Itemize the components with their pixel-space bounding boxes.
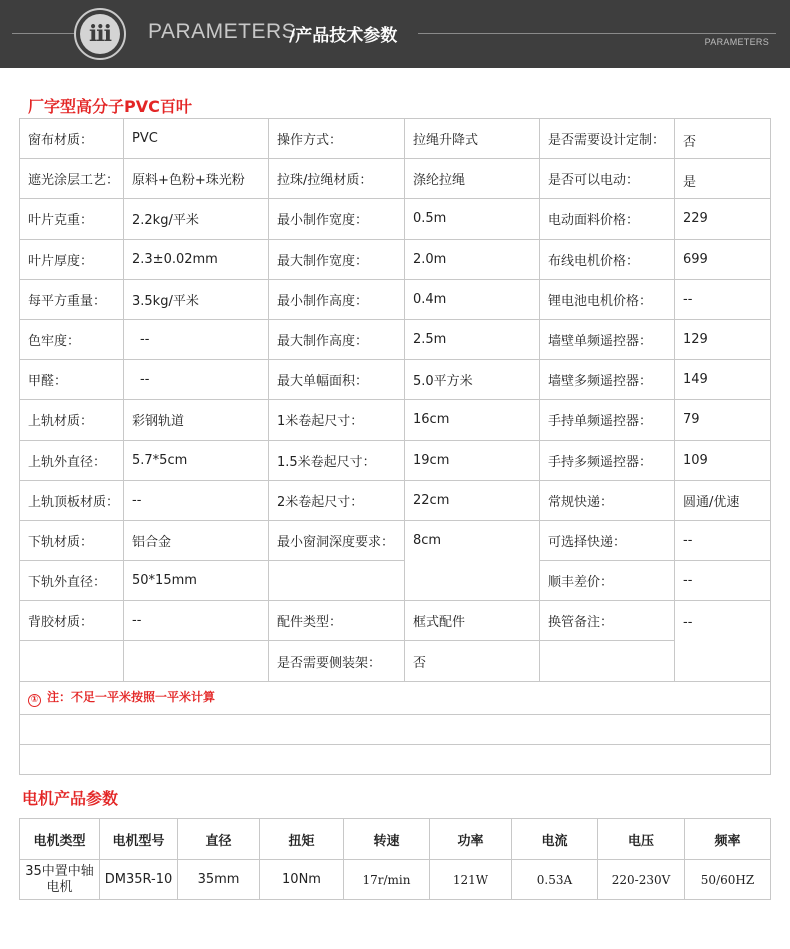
motor-section-title: 电机产品参数: [22, 789, 119, 808]
param-value: 699: [675, 239, 771, 279]
motor-header: 功率: [430, 819, 512, 860]
table-row: [20, 319, 771, 359]
table-row: [20, 601, 771, 641]
motor-header: 转速: [344, 819, 430, 860]
param-label: 遮光涂层工艺：: [20, 159, 124, 199]
param-label: 色牢度：: [20, 319, 124, 359]
blank-row: [20, 714, 771, 744]
param-label: 最大单幅面积：: [269, 360, 405, 400]
param-value: 框式配件: [405, 601, 540, 641]
param-label: 叶片克重：: [20, 199, 124, 239]
param-label: 甲醛：: [20, 360, 124, 400]
param-label: 最大制作高度：: [269, 319, 405, 359]
banner-rule-left: [12, 33, 74, 34]
param-value: 否: [405, 641, 540, 681]
empty-cell: [269, 561, 405, 601]
param-value: 50*15mm: [124, 561, 269, 601]
motor-header: 电机型号: [100, 819, 178, 860]
table-row: [20, 239, 771, 279]
param-value: 铝合金: [124, 520, 269, 560]
param-value: --: [124, 601, 269, 641]
param-label: 最小制作宽度：: [269, 199, 405, 239]
param-value: 5.7*5cm: [124, 440, 269, 480]
param-label: 布线电机价格：: [540, 239, 675, 279]
motor-header: 频率: [685, 819, 771, 860]
blank-row: [20, 744, 771, 774]
table-row: [20, 520, 771, 560]
param-label: 1.5米卷起尺寸：: [269, 440, 405, 480]
param-label: 墙壁多频遥控器：: [540, 360, 675, 400]
param-value: 229: [675, 199, 771, 239]
param-value: 3.5kg/平米: [124, 279, 269, 319]
motor-header: 直径: [178, 819, 260, 860]
param-value: 8cm: [405, 520, 540, 600]
motor-cell: 0.53A: [512, 860, 598, 900]
param-value: 拉绳升降式: [405, 119, 540, 159]
param-label: 换管备注：: [540, 601, 675, 641]
param-value: 5.0平方米: [405, 360, 540, 400]
product-title: 厂字型高分子PVC百叶: [28, 97, 192, 116]
banner-title-en: PARAMETERS: [148, 20, 297, 43]
note-text: 注：不足一平米按照一平米计算: [47, 690, 216, 705]
param-value: 129: [675, 319, 771, 359]
param-value: 是: [675, 159, 771, 199]
table-row: [20, 159, 771, 199]
table-row: [20, 641, 771, 681]
param-label: 可选择快递：: [540, 520, 675, 560]
note-circle-icon: ①: [28, 694, 41, 707]
param-label: 顺丰差价：: [540, 561, 675, 601]
note-cell: [20, 681, 771, 714]
param-label: 叶片厚度：: [20, 239, 124, 279]
param-label: 是否可以电动：: [540, 159, 675, 199]
motor-header: 电流: [512, 819, 598, 860]
param-label: 窗布材质：: [20, 119, 124, 159]
motor-header: 扭矩: [260, 819, 344, 860]
note-row: [20, 681, 771, 714]
param-value: 0.5m: [405, 199, 540, 239]
empty-cell: [540, 641, 675, 681]
param-label: 上轨外直径：: [20, 440, 124, 480]
param-label: 上轨顶板材质：: [20, 480, 124, 520]
param-label: 手持单频遥控器：: [540, 400, 675, 440]
param-label: 是否需要侧装架：: [269, 641, 405, 681]
param-label: 下轨材质：: [20, 520, 124, 560]
banner-badge-text: iii: [80, 14, 120, 54]
empty-cell: [20, 641, 124, 681]
param-value: 22cm: [405, 480, 540, 520]
empty-cell: [124, 641, 269, 681]
empty-cell: [20, 744, 771, 774]
param-value: --: [675, 520, 771, 560]
motor-header: 电压: [598, 819, 685, 860]
motor-cell: 50/60HZ: [685, 860, 771, 900]
param-value: 原料+色粉+珠光粉: [124, 159, 269, 199]
table-row: [20, 480, 771, 520]
param-value: --: [124, 319, 269, 359]
param-label: 最大制作宽度：: [269, 239, 405, 279]
param-label: 上轨材质：: [20, 400, 124, 440]
param-label: 拉珠/拉绳材质：: [269, 159, 405, 199]
param-label: 锂电池电机价格：: [540, 279, 675, 319]
param-value: 79: [675, 400, 771, 440]
param-label: 墙壁单频遥控器：: [540, 319, 675, 359]
table-row: [20, 440, 771, 480]
banner-tag: PARAMETERS: [704, 37, 769, 47]
param-value: PVC: [124, 119, 269, 159]
empty-cell: [20, 714, 771, 744]
motor-cell: 17r/min: [344, 860, 430, 900]
motor-header: 电机类型: [20, 819, 100, 860]
param-label: 下轨外直径：: [20, 561, 124, 601]
motor-data-row: [20, 860, 771, 900]
motor-cell: 220-230V: [598, 860, 685, 900]
param-value: 圆通/优速: [675, 480, 771, 520]
motor-header-row: [20, 819, 771, 860]
param-value: 19cm: [405, 440, 540, 480]
param-value: 2.0m: [405, 239, 540, 279]
param-label: 2米卷起尺寸：: [269, 480, 405, 520]
param-label: 1米卷起尺寸：: [269, 400, 405, 440]
motor-table: [19, 818, 771, 900]
table-row: [20, 119, 771, 159]
param-value: --: [675, 601, 771, 681]
motor-cell: 35中置中轴电机: [20, 860, 100, 900]
banner-rule-right: [418, 33, 776, 34]
param-label: 配件类型：: [269, 601, 405, 641]
header-banner: [0, 0, 790, 68]
motor-cell: DM35R-10: [100, 860, 178, 900]
param-label: 操作方式：: [269, 119, 405, 159]
param-value: 彩钢轨道: [124, 400, 269, 440]
param-value: --: [124, 480, 269, 520]
table-row: [20, 561, 771, 601]
param-value: 2.5m: [405, 319, 540, 359]
banner-title-cn: /产品技术参数: [289, 26, 398, 46]
table-row: [20, 360, 771, 400]
motor-cell: 35mm: [178, 860, 260, 900]
table-row: [20, 400, 771, 440]
param-value: 0.4m: [405, 279, 540, 319]
param-value: 16cm: [405, 400, 540, 440]
param-label: 电动面料价格：: [540, 199, 675, 239]
param-label: 每平方重量：: [20, 279, 124, 319]
param-value: 109: [675, 440, 771, 480]
parameters-table: [19, 118, 771, 775]
table-row: [20, 279, 771, 319]
motor-cell: 121W: [430, 860, 512, 900]
param-label: 背胶材质：: [20, 601, 124, 641]
table-row: [20, 199, 771, 239]
motor-cell: 10Nm: [260, 860, 344, 900]
param-value: 否: [675, 119, 771, 159]
param-value: 2.2kg/平米: [124, 199, 269, 239]
banner-badge-icon: [74, 8, 126, 60]
param-value: 149: [675, 360, 771, 400]
param-value: 涤纶拉绳: [405, 159, 540, 199]
param-label: 常规快递：: [540, 480, 675, 520]
param-label: 手持多频遥控器：: [540, 440, 675, 480]
param-label: 最小窗洞深度要求：: [269, 520, 405, 560]
param-value: 2.3±0.02mm: [124, 239, 269, 279]
param-value: --: [124, 360, 269, 400]
param-value: --: [675, 279, 771, 319]
param-label: 最小制作高度：: [269, 279, 405, 319]
param-label: 是否需要设计定制：: [540, 119, 675, 159]
param-value: --: [675, 561, 771, 601]
